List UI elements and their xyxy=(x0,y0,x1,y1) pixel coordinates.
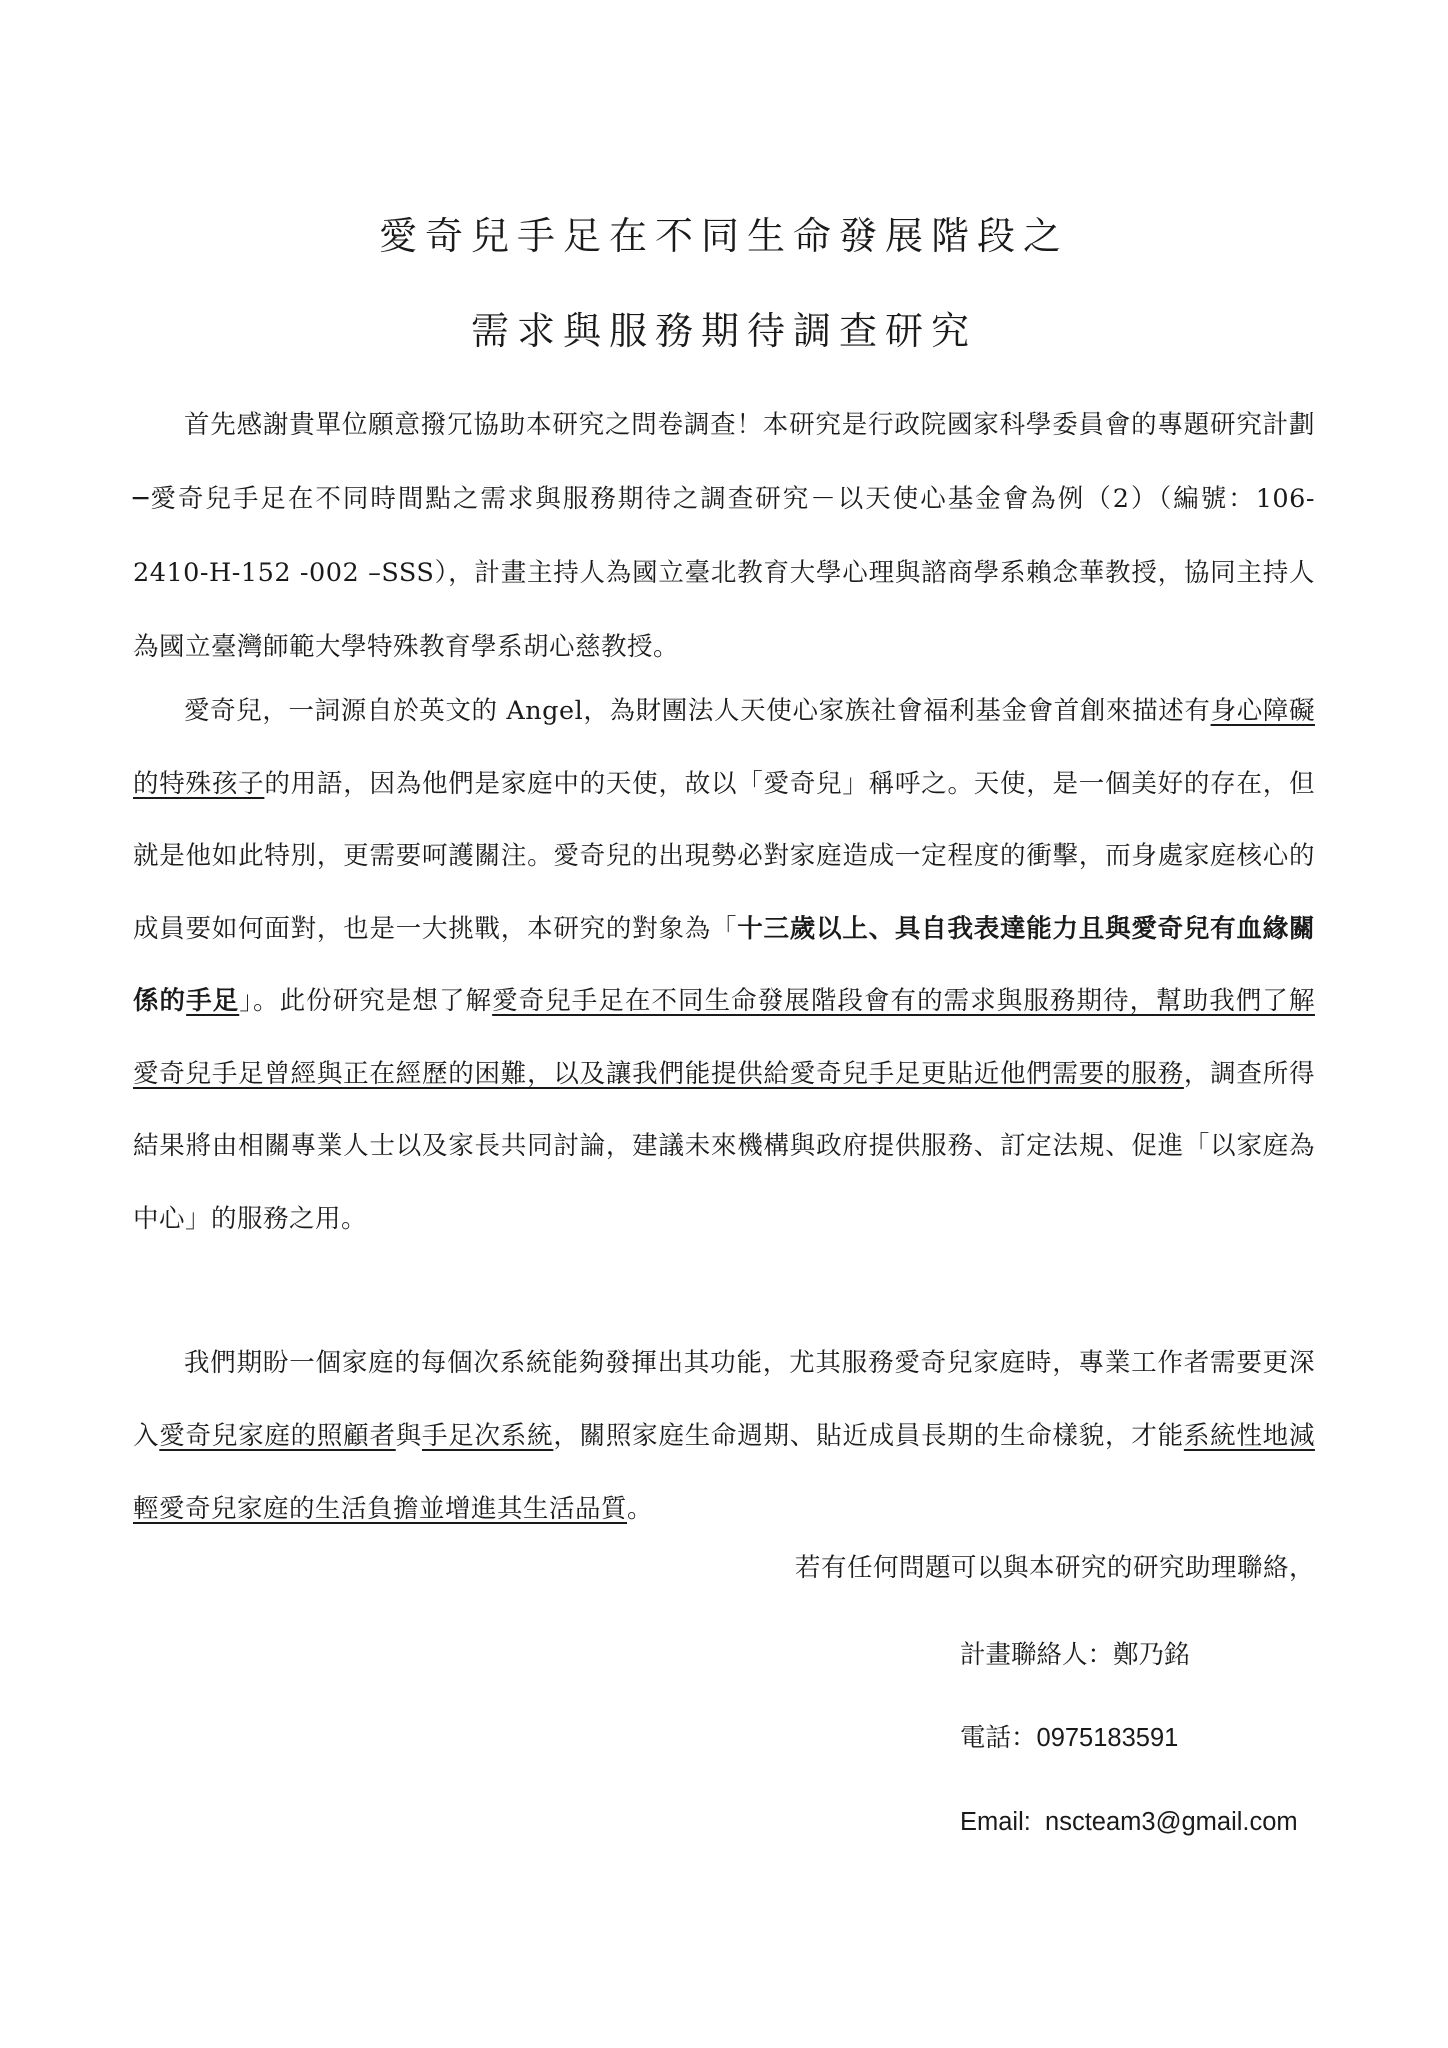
definition-underline-1: 身心障礙的特殊孩子 xyxy=(133,696,1315,799)
contact-person-name: 鄭乃銘 xyxy=(1113,1640,1190,1670)
intro-paragraph-text: 首先感謝貴單位願意撥冗協助本研究之問卷調查！本研究是行政院國家科學委員會的專題研究計劃─愛奇兒手足在不同時間點之需求與服務期待之調查研究－以天使心基金會為例（2）（編號：106-2410-H-152 -002 –SSS），計畫主持人為國立臺北教育大學心理與諮商學系賴念華教授，協同主持人為國立臺灣師範大學特殊教育學系胡心慈教授。 xyxy=(133,410,1315,662)
definition-paragraph-text xyxy=(133,675,1315,1255)
expectation-underline-1: 愛奇兒家庭的照顧者 xyxy=(159,1421,396,1451)
closing-line: 若有任何問題可以與本研究的研究助理聯絡， xyxy=(794,1553,1315,1583)
expectation-text-1: 我們期盼一個家庭的每個次系統能夠發揮出其功能，尤其服務愛奇兒家庭時，專業工作者需要更深入 xyxy=(133,1348,1315,1451)
expectation-text-3: ，關照家庭生命週期、貼近成員長期的生命樣貌，才能 xyxy=(553,1421,1184,1451)
definition-text-2: 的用語，因為他們是家庭中的天使，故以「愛奇兒」稱呼之。天使，是一個美好的存在，但就是他如此特別，更需要呵護關注。愛奇兒的出現勢必對家庭造成一定程度的衝擊，而身處家庭核心的成員要如何面對，也是一大挑戰，本研究的對象為「 xyxy=(133,768,1315,944)
definition-text-3: 」。此份研究是想了解 xyxy=(239,986,493,1016)
contact-person xyxy=(960,1635,1190,1675)
contact-email xyxy=(960,1802,1298,1842)
document-title-line-2: 需求與服務期待調查研究 xyxy=(470,309,977,353)
contact-phone xyxy=(960,1718,1178,1758)
definition-paragraph xyxy=(133,675,1315,1255)
intro-paragraph xyxy=(133,388,1315,684)
expectation-underline-3: 系統性地減輕愛奇兒家庭的生活負擔並增進其生活品質 xyxy=(133,1421,1315,1524)
contact-person-label: 計畫聯絡人： xyxy=(960,1640,1114,1670)
contact-phone-label: 電話： xyxy=(960,1723,1037,1753)
definition-text-1: 愛奇兒，一詞源自於英文的 Angel，為財團法人天使心家族社會福利基金會首創來描述有 xyxy=(184,696,1211,726)
contact-phone-number: 0975183591 xyxy=(1036,1724,1179,1752)
expectation-paragraph-text xyxy=(133,1327,1315,1546)
contact-email-address[interactable]: nscteam3@gmail.com xyxy=(1045,1808,1298,1836)
expectation-text-4: 。 xyxy=(627,1494,654,1524)
definition-bold-underline: 手足 xyxy=(186,986,240,1016)
expectation-underline-2: 手足次系統 xyxy=(422,1421,554,1451)
contact-email-label: Email: xyxy=(960,1808,1031,1836)
definition-underline-2: 愛奇兒手足在不同生命發展階段會有的需求與服務期待，幫助我們了解愛奇兒手足曾經與正在經歷的困難，以及讓我們能提供給愛奇兒手足更貼近他們需要的服務 xyxy=(133,986,1315,1089)
expectation-paragraph xyxy=(133,1327,1315,1546)
definition-bold-target: 十三歲以上、具自我表達能力且與愛奇兒有血緣關係的 xyxy=(133,913,1315,1016)
document-title-line-1: 愛奇兒手足在不同生命發展階段之 xyxy=(378,214,1069,258)
expectation-text-2: 與 xyxy=(395,1421,422,1451)
definition-text-4: ，調查所得結果將由相關專業人士以及家長共同討論，建議未來機構與政府提供服務、訂定法規、促進「以家庭為中心」的服務之用。 xyxy=(133,1058,1315,1234)
